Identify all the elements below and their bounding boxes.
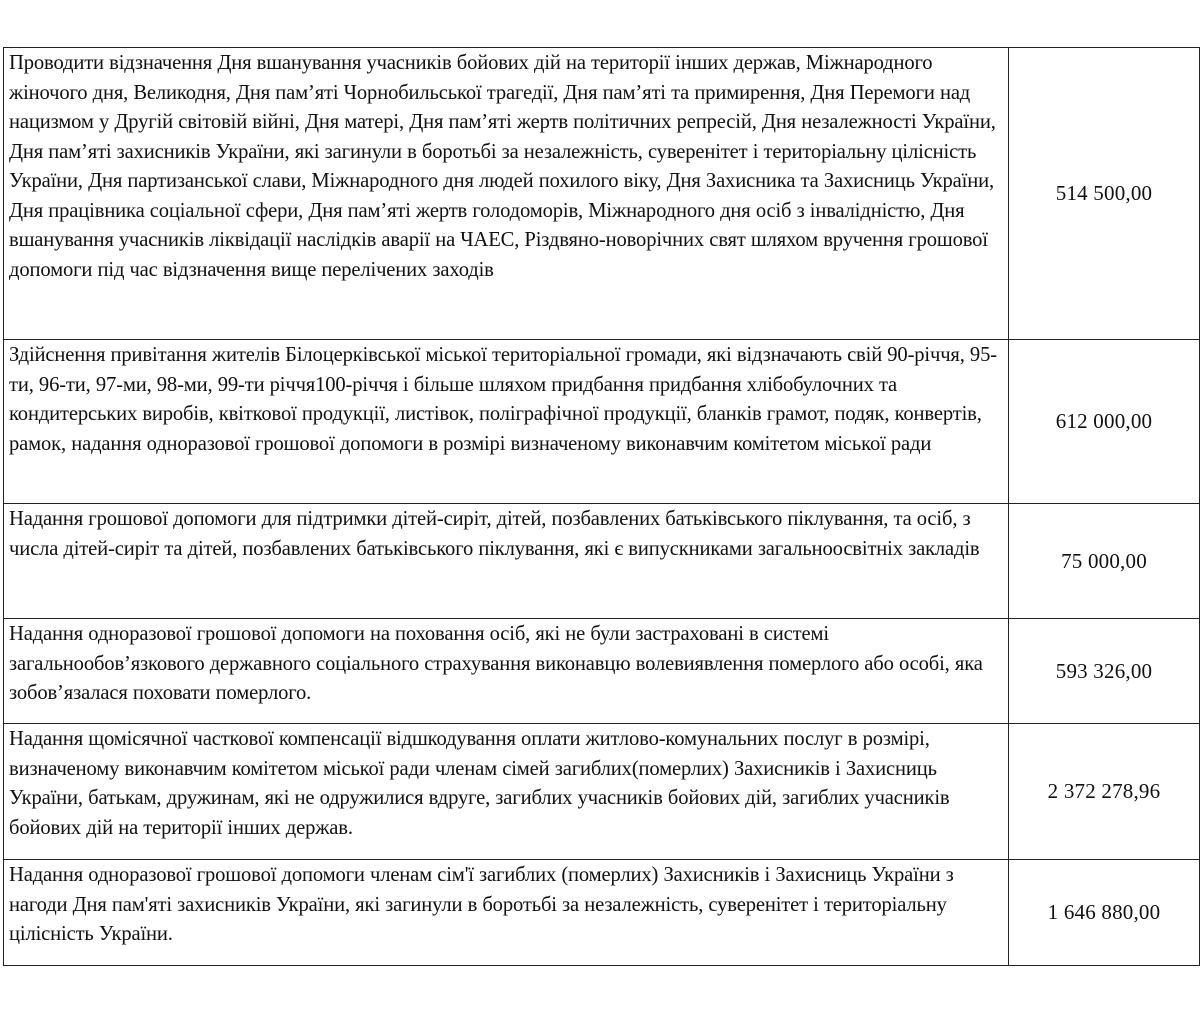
table-row [4,860,1200,966]
row-amount: 612 000,00 [1055,409,1153,433]
row-description: Надання одноразової грошової допомоги на поховання осіб, які не були застраховані в системі загальнообов’язкового державного соціального страхування виконавцю волевиявлення померлого або особі, яка зобов’язалася поховати померлого. [9,623,983,704]
table-row [4,619,1200,724]
amount-cell [1009,340,1200,504]
description-cell [4,860,1009,966]
row-amount: 514 500,00 [1055,181,1153,205]
table-row [4,724,1200,860]
description-cell [4,619,1009,724]
row-amount: 2 372 278,96 [1047,779,1161,803]
amount-cell [1009,48,1200,340]
amount-cell [1009,860,1200,966]
row-amount: 593 326,00 [1055,658,1153,683]
table-row [4,48,1200,340]
row-description: Надання одноразової грошової допомоги членам сім'ї загиблих (померлих) Захисників і Захисниць України з нагоди Дня пам'яті захисників України, які загинули в боротьбі за незалежність, суверенітет і територіальну цілісність України. [9,864,954,945]
row-description: Надання грошової допомоги для підтримки дітей-сиріт, дітей, позбавлених батьківського піклування, та осіб, з числа дітей-сиріт та дітей, позбавлених батьківського піклування, які є випускниками загальноосвітніх закладів [9,508,980,560]
row-amount: 1 646 880,00 [1047,900,1161,924]
row-description: Надання щомісячної часткової компенсації відшкодування оплати житлово-комунальних послуг в розмірі, визначеному виконавчим комітетом міської ради членам сімей загиблих(померлих) Захисників і Захисниць України, батькам, дружинам, які не одружилися вдруге, загиблих учасників бойових дій, загиблих учасників бойових дій на території інших держав. [9,728,950,839]
description-cell [4,340,1009,504]
amount-cell [1009,724,1200,860]
table-row [4,340,1200,504]
table-row [4,504,1200,619]
description-cell [4,48,1009,340]
description-cell [4,504,1009,619]
amount-cell [1009,619,1200,724]
row-amount: 75 000,00 [1061,548,1147,573]
description-cell [4,724,1009,860]
row-description: Проводити відзначення Дня вшанування учасників бойових дій на території інших держав, Міжнародного жіночого дня, Великодня, Дня пам’яті Чорнобильської трагедії, Дня пам’яті та примирення, Дня Перемоги над нацизмом у Другій світовій війні, Дня матері, Дня пам’яті жертв політичних репресій, Дня незалежності України, Дня пам’яті захисників України, які загинули в боротьбі за незалежність, суверенітет і територіальну цілісність України, Дня партизанської слави, Міжнародного дня людей похилого віку, Дня Захисника та Захисниць України, Дня працівника соціальної сфери, Дня пам’яті жертв голодоморів, Міжнародного дня осіб з інвалідністю, Дня вшанування учасників ліквідації наслідків аварії на ЧАЕС, Різдвяно-новорічних свят шляхом вручення грошової допомоги під час відзначення вище перелічених заходів [9,52,996,281]
amount-cell [1009,504,1200,619]
expenditure-table [3,47,1200,966]
row-description: Здійснення привітання жителів Білоцерківської міської територіальної громади, які відзначають свій 90-річчя, 95-ти, 96-ти, 97-ми, 98-ми, 99-ти річчя100-річчя і більше шляхом придбання придбання хлібобулочних та кондитерських виробів, квіткової продукції, листівок, поліграфічної продукції, бланків грамот, подяк, конвертів, рамок, надання одноразової грошової допомоги в розмірі визначеному виконавчим комітетом міської ради [9,344,997,455]
